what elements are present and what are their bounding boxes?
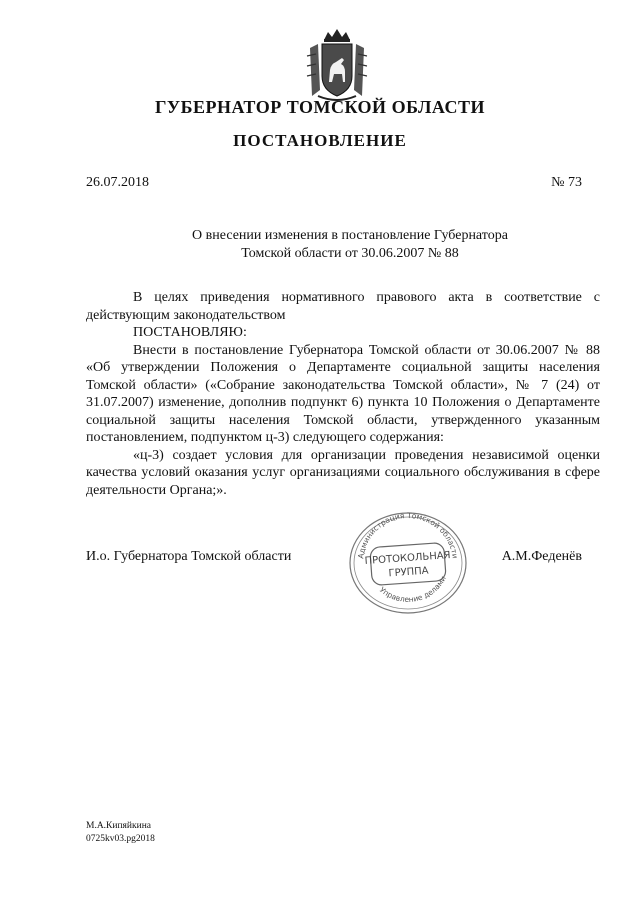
- body-paragraph: В целях приведения нормативного правового акта в соответствие с действующим законодательством: [86, 290, 600, 323]
- document-date: 26.07.2018: [86, 175, 149, 190]
- body-paragraph: «ц-3) создает условия для организации проведения независимой оценки качества условий оказания услуг организациями социального обслуживания в сфере деятельности Органа;».: [86, 447, 600, 498]
- coat-of-arms-icon: [302, 26, 372, 106]
- document-body: [86, 289, 600, 499]
- document-number: № 73: [551, 175, 582, 190]
- official-stamp: [343, 505, 473, 615]
- stamp-bottom-text: Управление делами: [377, 574, 448, 604]
- signatory-name: А.М.Феденёв: [501, 549, 582, 564]
- file-code: 0725kv03.pg2018: [86, 834, 155, 844]
- body-paragraph-resolve: ПОСТАНОВЛЯЮ:: [133, 325, 247, 340]
- author-name: М.А.Кипяйкина: [86, 821, 152, 831]
- body-paragraph: Внести в постановление Губернатора Томской области от 30.06.2007 № 88 «Об утверждении Положения о Департаменте социальной защиты населения Томской области» («Собрание законодательства Томской области», № 7 (24) от 31.07.2007) изменение, дополнив подпункт 6) пункта 10 Положения о Департаменте социальной защиты населения Томской области, утвержденного указанным постановлением, подпунктом ц-3) следующего содержания:: [86, 342, 600, 445]
- subject-line: Томской области от 30.06.2007 № 88: [241, 246, 459, 261]
- stamp-center-line: ПРОТОКОЛЬНАЯ: [364, 550, 451, 568]
- document-type: ПОСТАНОВЛЕНИЕ: [233, 131, 407, 150]
- stamp-center-line: ГРУППА: [388, 565, 429, 580]
- issuer-title: ГУБЕРНАТОР ТОМСКОЙ ОБЛАСТИ: [154, 97, 486, 117]
- signatory-title: И.о. Губернатора Томской области: [86, 549, 292, 564]
- stamp-ring-text: Администрация Томской области: [356, 510, 460, 560]
- document-subject: [150, 227, 550, 263]
- document-footer: [86, 820, 155, 846]
- subject-line: О внесении изменения в постановление Губернатора: [192, 228, 508, 243]
